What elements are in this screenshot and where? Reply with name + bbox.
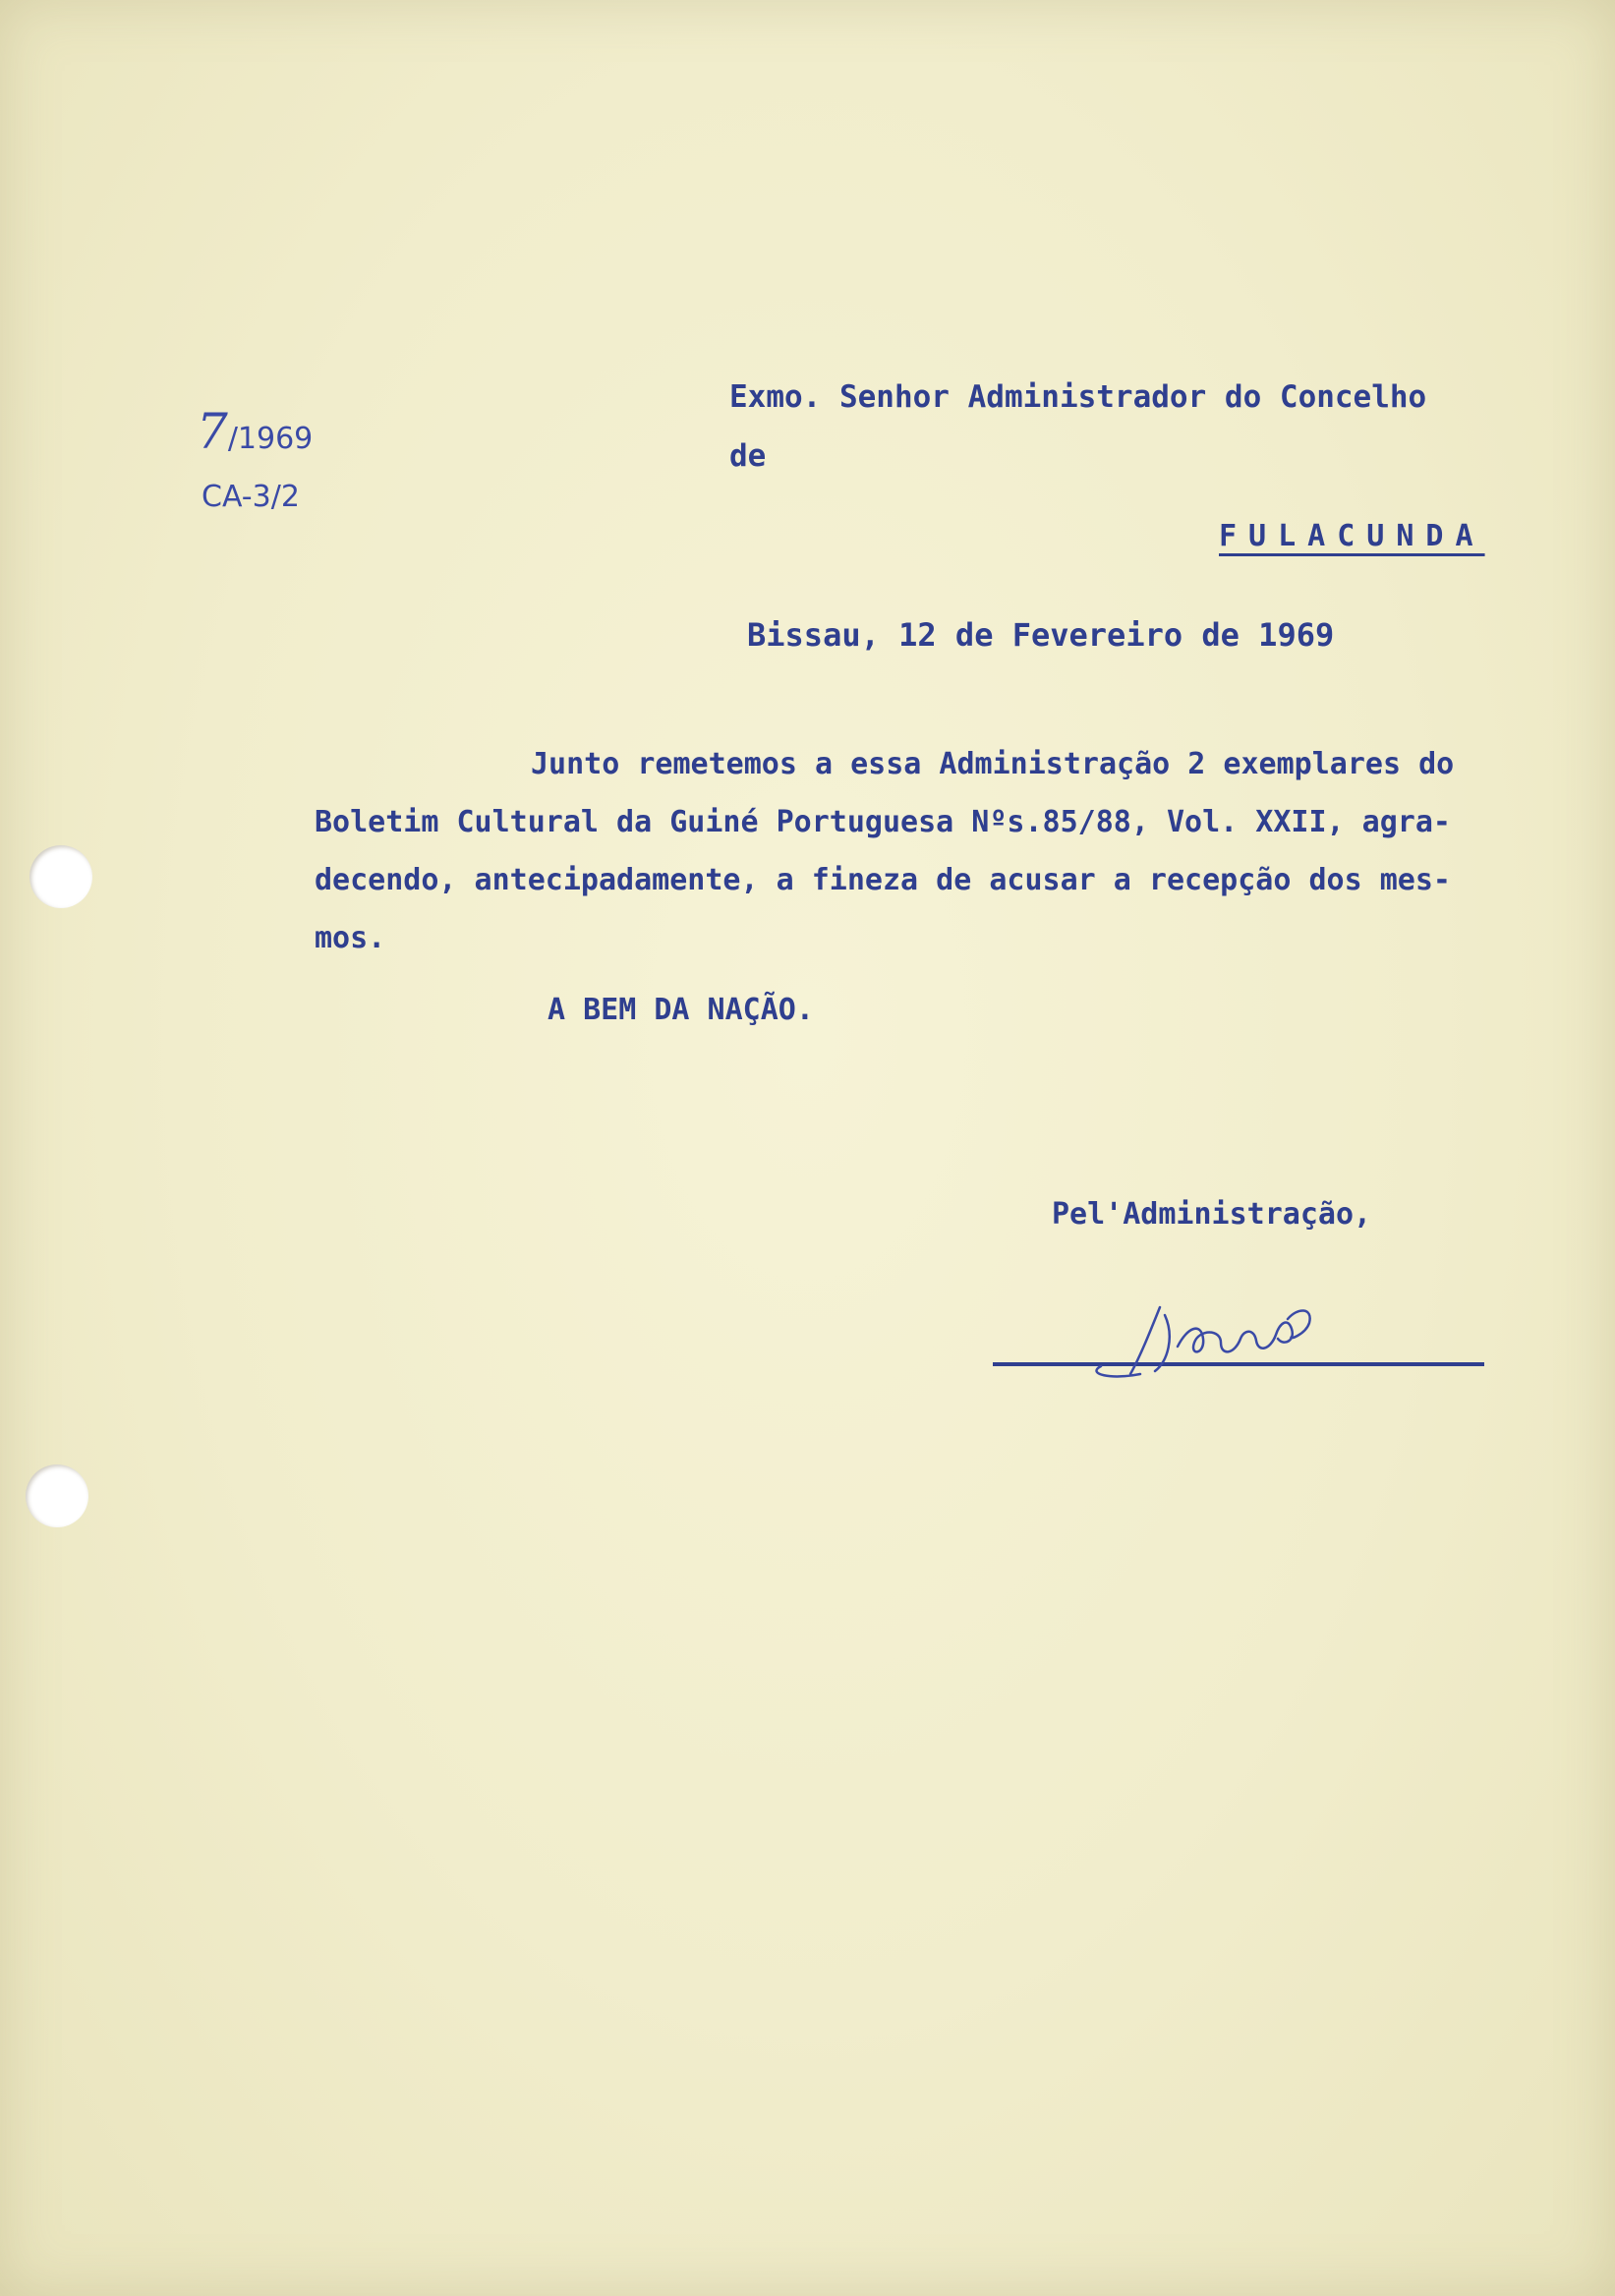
closing-salutation: A BEM DA NAÇÃO. bbox=[548, 993, 814, 1027]
reference-code: CA-3/2 bbox=[202, 480, 300, 514]
punch-hole-lower bbox=[26, 1464, 88, 1527]
signature-label: Pel'Administração, bbox=[1052, 1197, 1372, 1232]
body-line-3: decendo, antecipadamente, a fineza de acusar a recepção dos mes- bbox=[315, 863, 1451, 897]
addressee-block bbox=[729, 368, 1426, 486]
reference-number bbox=[197, 403, 313, 460]
body-line-2: Boletim Cultural da Guiné Portuguesa Nºs.85/88, Vol. XXII, agra- bbox=[315, 805, 1451, 839]
reference-handwritten-number: 7 bbox=[197, 403, 226, 460]
date-line: Bissau, 12 de Fevereiro de 1969 bbox=[747, 616, 1335, 654]
reference-year: /1969 bbox=[227, 422, 314, 456]
letter-body bbox=[315, 735, 1583, 967]
addressee-line-2: de bbox=[729, 438, 767, 474]
body-line-1: Junto remetemos a essa Administração 2 exemplares do bbox=[531, 747, 1455, 781]
body-line-4: mos. bbox=[315, 921, 386, 955]
punch-hole-upper bbox=[29, 845, 92, 908]
destination-name: FULACUNDA bbox=[1219, 519, 1485, 553]
handwritten-signature bbox=[993, 1278, 1504, 1386]
addressee-line-1: Exmo. Senhor Administrador do Concelho bbox=[729, 379, 1427, 415]
